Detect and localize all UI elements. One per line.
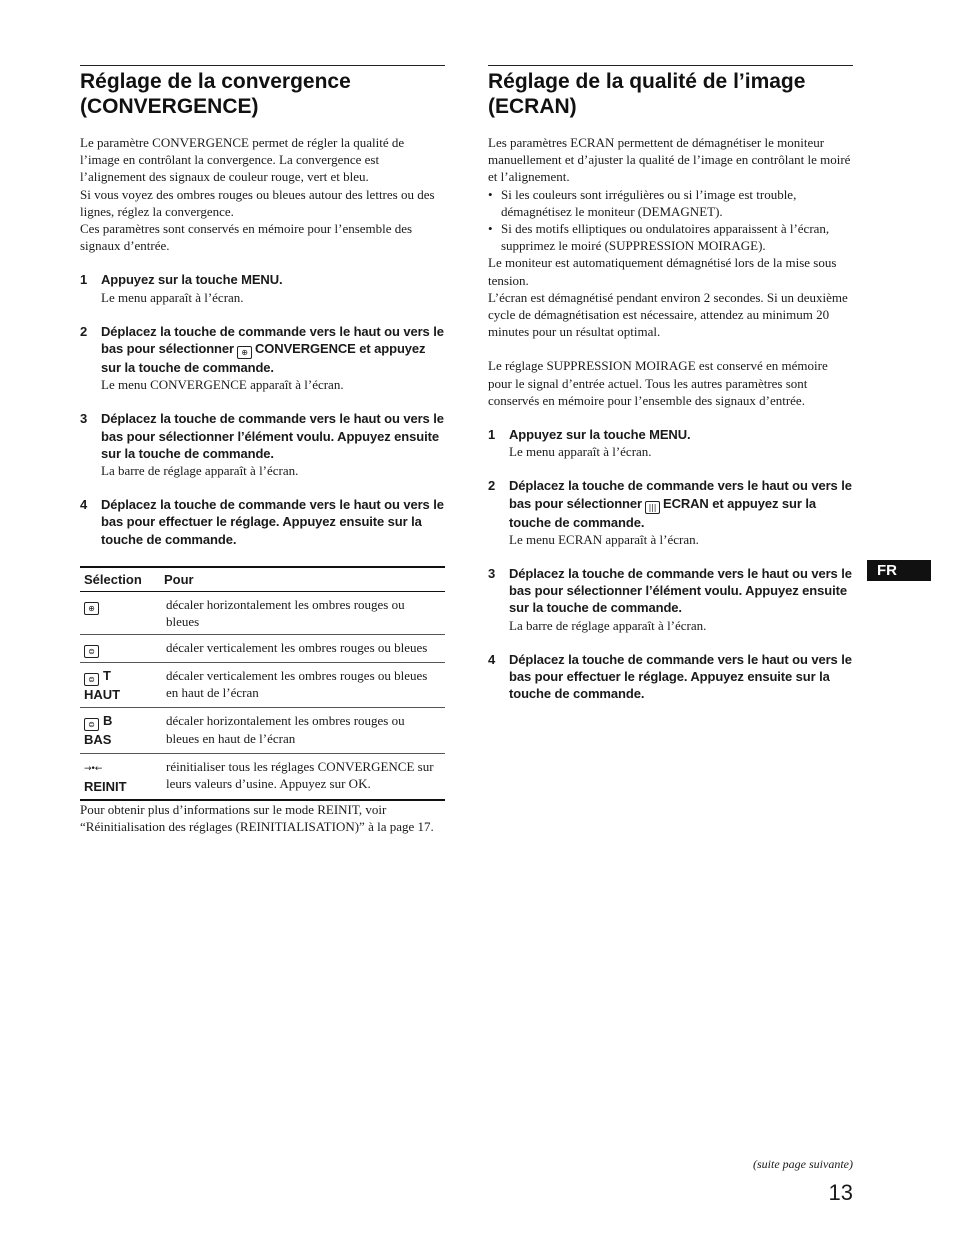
- selection-cell: [80, 753, 160, 800]
- table-row: [80, 663, 445, 708]
- table-row: [80, 753, 445, 800]
- step-number: 2: [80, 323, 88, 339]
- step-instruction: [101, 323, 445, 376]
- selection-label: HAUT: [84, 687, 121, 703]
- v-convergence-bottom-icon: ⊜: [84, 718, 99, 731]
- step-instruction: Déplacez la touche de commande vers le haut ou vers le bas pour sélectionner l’élément voulu. Appuyez ensuite sur la touche de commande.: [101, 411, 444, 461]
- table-row: [80, 708, 445, 753]
- step-instruction: [509, 477, 853, 530]
- step-instruction-b: ECRAN et appuyez sur la touche de commande.: [509, 495, 817, 530]
- step-result: La barre de réglage apparaît à l’écran.: [509, 617, 707, 633]
- list-item-text: Si des motifs elliptiques ou ondulatoires apparaissent à l’écran, supprimez le moiré (SUPPRESSION MOIRAGE).: [501, 221, 830, 254]
- purpose-cell: décaler horizontalement les ombres rouges ou bleues en haut de l’écran: [160, 708, 445, 753]
- intro-paragraph: Les paramètres ECRAN permettent de démagnétiser le moniteur manuellement et d’ajuster la qualité de l’image en contrôlant le moiré et l’alignement.: [488, 135, 851, 185]
- step-number: 4: [80, 497, 88, 513]
- list-item-text: Si les couleurs sont irrégulières ou si l’image est trouble, démagnétisez le moniteur (DEMAGNET).: [501, 186, 797, 219]
- step-instruction: Déplacez la touche de commande vers le haut ou vers le bas pour sélectionner l’élément voulu. Appuyez ensuite sur la touche de commande.: [509, 566, 852, 616]
- purpose-cell: décaler verticalement les ombres rouges ou bleues en haut de l’écran: [160, 663, 445, 708]
- step-result: Le menu apparaît à l’écran.: [509, 444, 652, 460]
- step-instruction: Appuyez sur la touche MENU.: [509, 427, 691, 443]
- intro-paragraph: Le paramètre CONVERGENCE permet de régler la qualité de l’image en contrôlant la convergence. La convergence est l’alignement des signaux de couleur rouge, vert et bleu.: [80, 135, 405, 185]
- ecran-title: [488, 69, 853, 119]
- selection-cell: [80, 663, 160, 708]
- list-item: • Si les couleurs sont irrégulières ou si l’image est trouble, démagnétisez le moniteur (DEMAGNET).: [488, 186, 797, 219]
- convergence-title: [80, 69, 445, 119]
- h-convergence-icon: ⊕: [84, 602, 99, 615]
- screen-icon: |||: [645, 501, 660, 514]
- step-instruction: Déplacez la touche de commande vers le haut ou vers le bas pour effectuer le réglage. Appuyez ensuite sur la touche de commande.: [509, 651, 852, 702]
- step-number: 1: [488, 427, 496, 443]
- step-1: [488, 426, 853, 460]
- step-instruction-a: Déplacez la touche de commande vers le haut ou vers le bas pour sélectionner: [509, 478, 852, 511]
- step-1: [80, 271, 445, 305]
- page-number: 13: [828, 1180, 853, 1205]
- continued-note: (suite page suivante): [753, 1157, 853, 1171]
- purpose-cell: décaler horizontalement les ombres rouges ou bleues: [160, 591, 445, 634]
- table-header-row: [80, 567, 445, 592]
- selection-letter: T: [103, 668, 111, 684]
- body-paragraph: Le réglage SUPPRESSION MOIRAGE est conservé en mémoire pour le signal d’entrée actuel. Tous les autres paramètres sont conservés en mémoire pour l’ensemble des signaux d’entrée.: [488, 358, 828, 408]
- step-number: 3: [80, 411, 88, 427]
- step-instruction-a: Déplacez la touche de commande vers le haut ou vers le bas pour sélectionner: [101, 323, 444, 357]
- body-paragraph: Le moniteur est automatiquement démagnétisé lors de la mise sous tension.: [488, 255, 837, 288]
- ecran-title-line1: Réglage de la qualité de l’image: [488, 70, 806, 93]
- step-number: 4: [488, 651, 496, 667]
- bullet-list: [488, 186, 853, 255]
- table-row: [80, 591, 445, 634]
- v-convergence-top-icon: ⊜: [84, 673, 99, 686]
- step-instruction-b: CONVERGENCE et appuyez sur la touche de commande.: [101, 341, 426, 376]
- selection-label: REINIT: [84, 778, 127, 794]
- step-4: [488, 651, 853, 703]
- body-paragraph: L’écran est démagnétisé pendant environ 2 secondes. Si un deuxième cycle de démagnétisation est nécessaire, attendez au minimum 20 minutes pour un résultat optimal.: [488, 289, 848, 340]
- convergence-table: [80, 566, 445, 801]
- column-header: Pour: [160, 567, 445, 592]
- step-number: 3: [488, 566, 496, 582]
- intro-paragraph: Ces paramètres sont conservés en mémoire pour l’ensemble des signaux d’entrée.: [80, 221, 413, 254]
- list-item: • Si des motifs elliptiques ou ondulatoires apparaissent à l’écran, supprimez le moiré (SUPPRESSION MOIRAGE).: [488, 221, 830, 254]
- convergence-title-line1: Réglage de la convergence: [80, 70, 351, 93]
- purpose-cell: décaler verticalement les ombres rouges ou bleues: [160, 635, 445, 663]
- section-rule: [80, 65, 445, 66]
- step-2: [80, 323, 445, 394]
- v-convergence-icon: ⊜: [84, 645, 99, 658]
- step-result: Le menu ECRAN apparaît à l’écran.: [509, 531, 699, 547]
- step-3: [488, 565, 853, 634]
- step-number: 1: [80, 272, 88, 288]
- step-instruction: Appuyez sur la touche MENU.: [101, 272, 283, 288]
- step-2: [488, 477, 853, 548]
- section-rule: [488, 65, 853, 66]
- selection-letter: B: [103, 713, 113, 729]
- table-row: [80, 635, 445, 663]
- selection-label: BAS: [84, 732, 112, 748]
- right-column: [488, 65, 853, 702]
- step-number: 2: [488, 478, 496, 494]
- step-4: [80, 496, 445, 548]
- step-result: Le menu apparaît à l’écran.: [101, 289, 244, 305]
- reset-icon: →•←: [84, 763, 102, 774]
- step-3: [80, 410, 445, 479]
- column-header: Sélection: [80, 567, 160, 592]
- intro-paragraph: Si vous voyez des ombres rouges ou bleues autour des lettres ou des lignes, réglez la convergence.: [80, 186, 435, 219]
- language-tab: FR: [867, 560, 931, 581]
- step-result: La barre de réglage apparaît à l’écran.: [101, 463, 299, 479]
- selection-cell: [80, 708, 160, 753]
- step-instruction: Déplacez la touche de commande vers le haut ou vers le bas pour effectuer le réglage. Appuyez ensuite sur la touche de commande.: [101, 497, 444, 547]
- selection-cell: [80, 635, 160, 663]
- step-result: Le menu CONVERGENCE apparaît à l’écran.: [101, 377, 344, 393]
- left-column: [80, 65, 445, 835]
- convergence-title-line2: (CONVERGENCE): [80, 95, 259, 118]
- convergence-icon: ⊕: [237, 346, 252, 359]
- reinit-reference: Pour obtenir plus d’informations sur le mode REINIT, voir “Réinitialisation des réglages (REINITIALISATION)” à la page 17.: [80, 802, 434, 835]
- ecran-title-line2: (ECRAN): [488, 95, 577, 118]
- selection-cell: [80, 591, 160, 634]
- purpose-cell: réinitialiser tous les réglages CONVERGENCE sur leurs valeurs d’usine. Appuyez sur OK.: [166, 758, 434, 791]
